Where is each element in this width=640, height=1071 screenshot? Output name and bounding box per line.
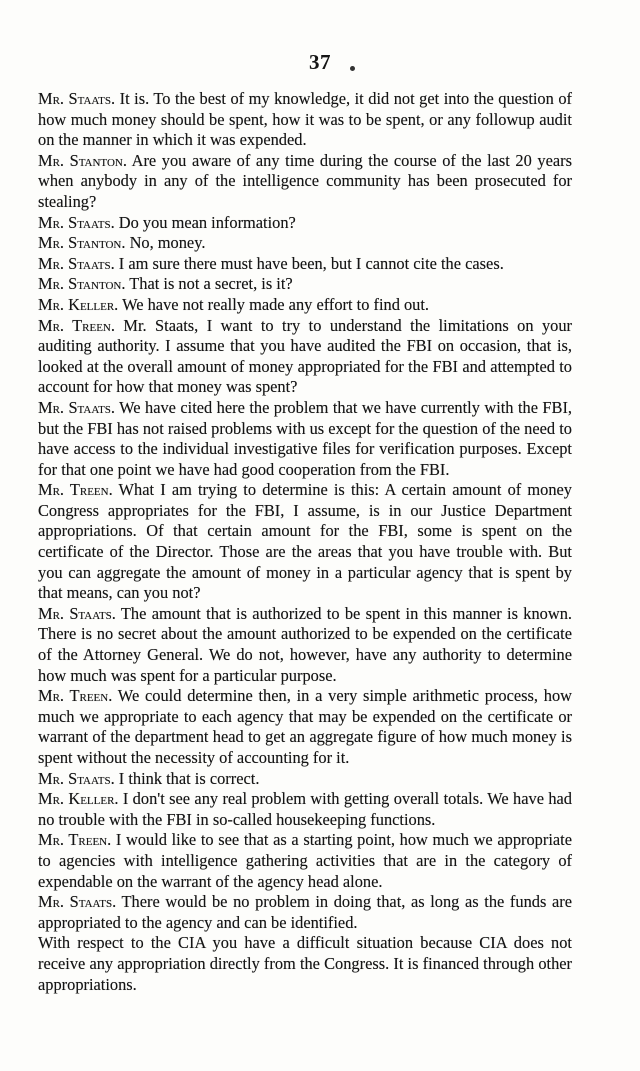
speech-text: There would be no problem in doing that, as long as the funds are appropriated to the agency and can be identified.: [38, 892, 572, 932]
speech-text: Mr. Staats, I want to try to understand the limitations on your auditing authority. I assume that you have audited the FBI on occasion, that is, looked at the overall amount of money appropriated for the FBI and attempted to account for how that money was spent?: [38, 315, 572, 397]
paragraph: [38, 151, 572, 213]
speech-text: What I am trying to determine is this: A certain amount of money Congress appropriates for the FBI, I assume, is in our Justice Department appropriations. Of that certain amount for the FBI, some is spent on the certificate of the Director. Those are the areas that you have trouble with. But you can aggregate the amount of money in a particular agency that is spent by that means, can you not?: [38, 480, 573, 603]
speaker-name: Mr. Staats.: [38, 603, 116, 623]
speaker-name: Mr. Treen.: [38, 686, 113, 706]
speaker-name: Mr. Staats.: [38, 253, 115, 273]
speech-text: I would like to see that as a starting point, how much we appropriate to agencies with intelligence gathering activities that are in the category of expendable on the warrant of the agency head alone.: [38, 830, 572, 891]
speech-text: With respect to the CIA you have a difficult situation because CIA does not receive any appropriation directly from the Congress. It is financed through other appropriations.: [38, 933, 572, 994]
paragraph: [38, 89, 572, 151]
speech-text: We have cited here the problem that we have currently with the FBI, but the FBI has not raised problems with us except for the question of the need to have access to the individual investigative files for verification purposes. Except for that one point we have had good cooperation from the FBI.: [38, 397, 573, 479]
speaker-name: Mr. Staats.: [38, 768, 115, 788]
speech-text: We could determine then, in a very simple arithmetic process, how much we appropriate to each agency that may be expended on the certificate or warrant of the department head to get an aggregate figure of how much money is spent without the necessity of accounting for it.: [38, 686, 573, 767]
paragraph: [38, 892, 572, 933]
speaker-name: Mr. Keller.: [38, 294, 119, 314]
paragraph: [38, 274, 572, 295]
speaker-name: Mr. Treen.: [38, 830, 112, 850]
paragraph: [38, 480, 572, 604]
speech-text: We have not really made any effort to find out.: [118, 294, 430, 314]
speaker-name: Mr. Stanton.: [38, 274, 126, 294]
paragraph: [38, 769, 572, 790]
speech-text: I don't see any real problem with getting overall totals. We have had no trouble with the FBI in so-called housekeeping functions.: [38, 789, 572, 829]
paragraph: [38, 933, 572, 995]
speech-text: That is not a secret, is it?: [125, 274, 293, 294]
paragraph: [38, 686, 572, 768]
speech-text: No, money.: [125, 233, 206, 253]
speech-text: Do you mean information?: [114, 212, 296, 232]
speaker-name: Mr. Treen.: [38, 315, 115, 335]
transcript-body: [38, 89, 572, 995]
speech-text: I am sure there must have been, but I cannot cite the cases.: [114, 253, 504, 273]
speech-text: The amount that is authorized to be spent in this manner is known. There is no secret about the amount authorized to be expended on the certificate of the Attorney General. We do not, however, have any authority to determine how much was spent for a particular purpose.: [38, 603, 572, 685]
speaker-name: Mr. Staats.: [38, 892, 117, 912]
speaker-name: Mr. Keller.: [38, 789, 119, 809]
speaker-name: Mr. Staats.: [38, 212, 115, 232]
paragraph: [38, 604, 572, 686]
paragraph: [38, 295, 572, 316]
speaker-name: Mr. Stanton.: [38, 233, 126, 253]
speech-text: Are you aware of any time during the course of the last 20 years when anybody in any of the intelligence community has been prosecuted for stealing?: [38, 150, 572, 211]
speaker-name: Mr. Staats.: [38, 89, 116, 108]
speaker-name: Mr. Stanton.: [38, 150, 127, 170]
paragraph: [38, 830, 572, 892]
page-number: 37: [309, 50, 331, 74]
speaker-name: Mr. Treen.: [38, 480, 113, 500]
paragraph: [38, 254, 572, 275]
paragraph: [38, 789, 572, 830]
paragraph: [38, 213, 572, 234]
paragraph: [38, 316, 572, 398]
paragraph: [38, 398, 572, 480]
speech-text: It is. To the best of my knowledge, it did not get into the question of how much money should be spent, how it was to be spent, or any followup audit on the manner in which it was expended.: [38, 89, 572, 150]
speech-text: I think that is correct.: [114, 768, 260, 788]
speaker-name: Mr. Staats.: [38, 397, 116, 417]
paragraph: [38, 233, 572, 254]
print-speck: [350, 66, 355, 71]
